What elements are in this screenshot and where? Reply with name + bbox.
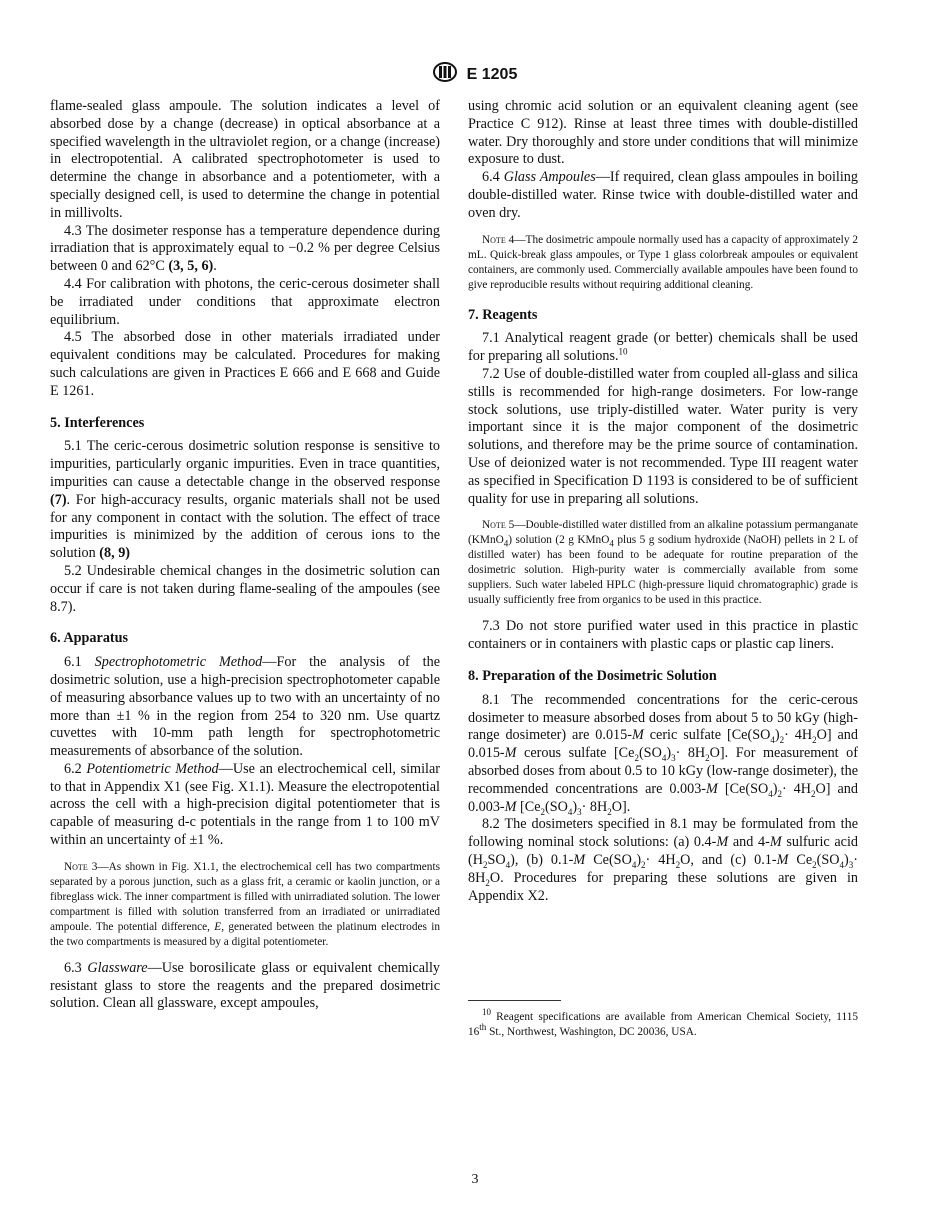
section-heading-preparation: 8. Preparation of the Dosimetric Solution	[468, 667, 717, 684]
paragraph-4-4: 4.4 For calibration with photons, the ceric-cerous dosimeter shall be irradiated under conditions that approximate electron equilibrium.	[50, 275, 440, 328]
section-heading-reagents: 7. Reagents	[468, 306, 538, 323]
paragraph-6-3: 6.3 Glassware—Use borosilicate glass or equivalent chemically resistant glass to store the reagents and the prepared dosimetric solution. Clean all glassware, except ampoules,	[50, 959, 440, 1012]
section-heading-apparatus: 6. Apparatus	[50, 630, 129, 647]
paragraph-4-3: 4.3 The dosimeter response has a temperature dependence during irradiation that is approximately equal to −0.2 % per degree Celsius between 0 and 62°C (3, 5, 6).	[50, 222, 440, 275]
right-column	[468, 98, 858, 905]
astm-logo	[433, 62, 457, 87]
note-4: Note 4—The dosimetric ampoule normally used has a capacity of approximately 2 mL. Quick-break glass ampoules, or Type 1 glass colorbreak ampoules or equivalent containers, are commonly used. Commercially available ampoules have been found to give reproducible results without requiring additional cleaning.	[468, 233, 858, 291]
paragraph-6-2: 6.2 Potentiometric Method—Use an electrochemical cell, similar to that in Appendix X1 (see Fig. X1.1). Measure the electropotential across the cell with a high-precision digital potentiometer that is capable of measuring d-c potentials in the range from 1 to 100 mV within an uncertainty of ±1 %.	[50, 760, 440, 849]
section-heading-interferences: 5. Interferences	[50, 414, 145, 431]
paragraph-5-2: 5.2 Undesirable chemical changes in the dosimetric solution can occur if care is not taken during flame-sealing of the ampoules (see 8.7).	[50, 562, 440, 615]
paragraph-continued: flame-sealed glass ampoule. The solution indicates a level of absorbed dose by a change (decrease) in optical absorbance at a specified wavelength in the ultraviolet region, or a change (increase) in electropotential. A calibrated spectrophotometer is used to determine the change in absorbance and a potentiometer, with a specially designed cell, is used to determine the change in potential in millivolts.	[50, 98, 440, 221]
footnote-10: $^{10}$ Reagent specifications are available from American Chemical Society, 1115 16th St., Northwest, Washington, DC 20036, USA.	[468, 1007, 858, 1038]
paragraph-6-1: 6.1 Spectrophotometric Method—For the analysis of the dosimetric solution, use a high-precision spectrophotometer capable of measuring absorbance values up to two with an uncertainty of no more than ±1 % in the region from 254 to 320 nm. Use quartz cuvettes with 10-mm path length for spectrophotometric measurements of absorbance of the solution.	[50, 654, 441, 760]
footnote-divider	[468, 1000, 561, 1001]
note-3: Note 3—As shown in Fig. X1.1, the electrochemical cell has two compartments separated by a porous junction, such as a glass frit, a ceramic or kaolin junction, or a fibreglass wick. The inner compartment is filled with unirradiated solution. The lower compartment is filled with solution transferred from an irradiated or unirradiated ampoule. The potential difference, E, generated between the platinum electrodes in the two compartments is measured by a digital potentiometer.	[50, 860, 440, 948]
paragraph-5-1: 5.1 The ceric-cerous dosimetric solution response is sensitive to impurities, particularly organic impurities. Even in trace quantities, impurities can cause a detectable change in the observed response (7). For high-accuracy results, organic materials shall not be used for any component in contact with the solution. The effect of trace impurities is minimized by the addition of cerous ions to the solution (8, 9)	[50, 438, 440, 562]
page-header	[0, 62, 950, 87]
paragraph-4-5: 4.5 The absorbed dose in other materials irradiated under equivalent conditions may be calculated. Procedures for making such calculations are given in Practices E 666 and E 668 and Guide E 1261.	[50, 329, 440, 399]
paragraph-continued-right: using chromic acid solution or an equivalent cleaning agent (see Practice C 912). Rinse at least three times with double-distilled water. Dry thoroughly and store under conditions that will minimize exposure to dust.	[468, 98, 858, 168]
paragraph-8-1: 8.1 The recommended concentrations for the ceric-cerous dosimeter to measure absorbed doses from about 5 to 50 kGy (high-range dosimeter) are 0.015-M ceric sulfate $[Ce(SO_4)_2\cdot 4H_2O]$ and 0.015-M cerous sulfate $[Ce_2(SO_4)_3\cdot 8H_2O]$. For measurement of absorbed doses from about 0.5 to 10 kGy (low-range dosimeter), the recommended concentrations are 0.003-M $[Ce(SO_4)_2\cdot 4H_2O]$ and 0.003-M $[Ce_2(SO_4)_3\cdot 8H_2O]$.	[468, 691, 858, 817]
paragraph-7-1: 7.1 Analytical reagent grade (or better) chemicals shall be used for preparing all solutions.$^{10}$	[468, 330, 858, 365]
note-5: Note 5—Double-distilled water distilled from an alkaline potassium permanganate (KMnO$_4$) solution (2 g KMnO$_4$ plus 5 g sodium hydroxide (NaOH) pellets in 2 L of distilled water) has been found to be adequate for routine preparation of the dosimetric solution. High-purity water is commercially available from some suppliers. Such water labeled HPLC (high-pressure liquid chromatographic) grade is usually sufficiently free from organics to be used in this practice.	[468, 519, 858, 607]
left-column	[50, 98, 440, 1013]
document-code: E 1205	[466, 65, 518, 83]
paragraph-8-2: 8.2 The dosimeters specified in 8.1 may be formulated from the following nominal stock solutions: (a) 0.4-M and 4-M sulfuric acid $(H_2SO_4)$, (b) 0.1-M $Ce(SO_4)_2\cdot 4H_2O$, and (c) 0.1-M $Ce_2(SO_4)_3\cdot 8H_2O$. Procedures for preparing these solutions are given in Appendix X2.	[468, 816, 858, 904]
paragraph-7-2: 7.2 Use of double-distilled water from coupled all-glass and silica stills is recommended for high-range dosimeters. For low-range stock solutions, use triply-distilled water. Water purity is very important since it is the major component of the dosimetric solutions, and therefore may be the prime source of contamination. Use of deionized water is not recommended. Type III reagent water as specified in Specification D 1193 is considered to be of sufficient quality for use in preparing all solutions.	[468, 365, 858, 507]
page-number: 3	[471, 1172, 479, 1187]
paragraph-6-4: 6.4 Glass Ampoules—If required, clean glass ampoules in boiling double-distilled water. Rinse twice with double-distilled water and oven dry.	[468, 169, 858, 221]
paragraph-7-3: 7.3 Do not store purified water used in this practice in plastic containers or in containers with plastic caps or plastic cap liners.	[468, 618, 858, 653]
